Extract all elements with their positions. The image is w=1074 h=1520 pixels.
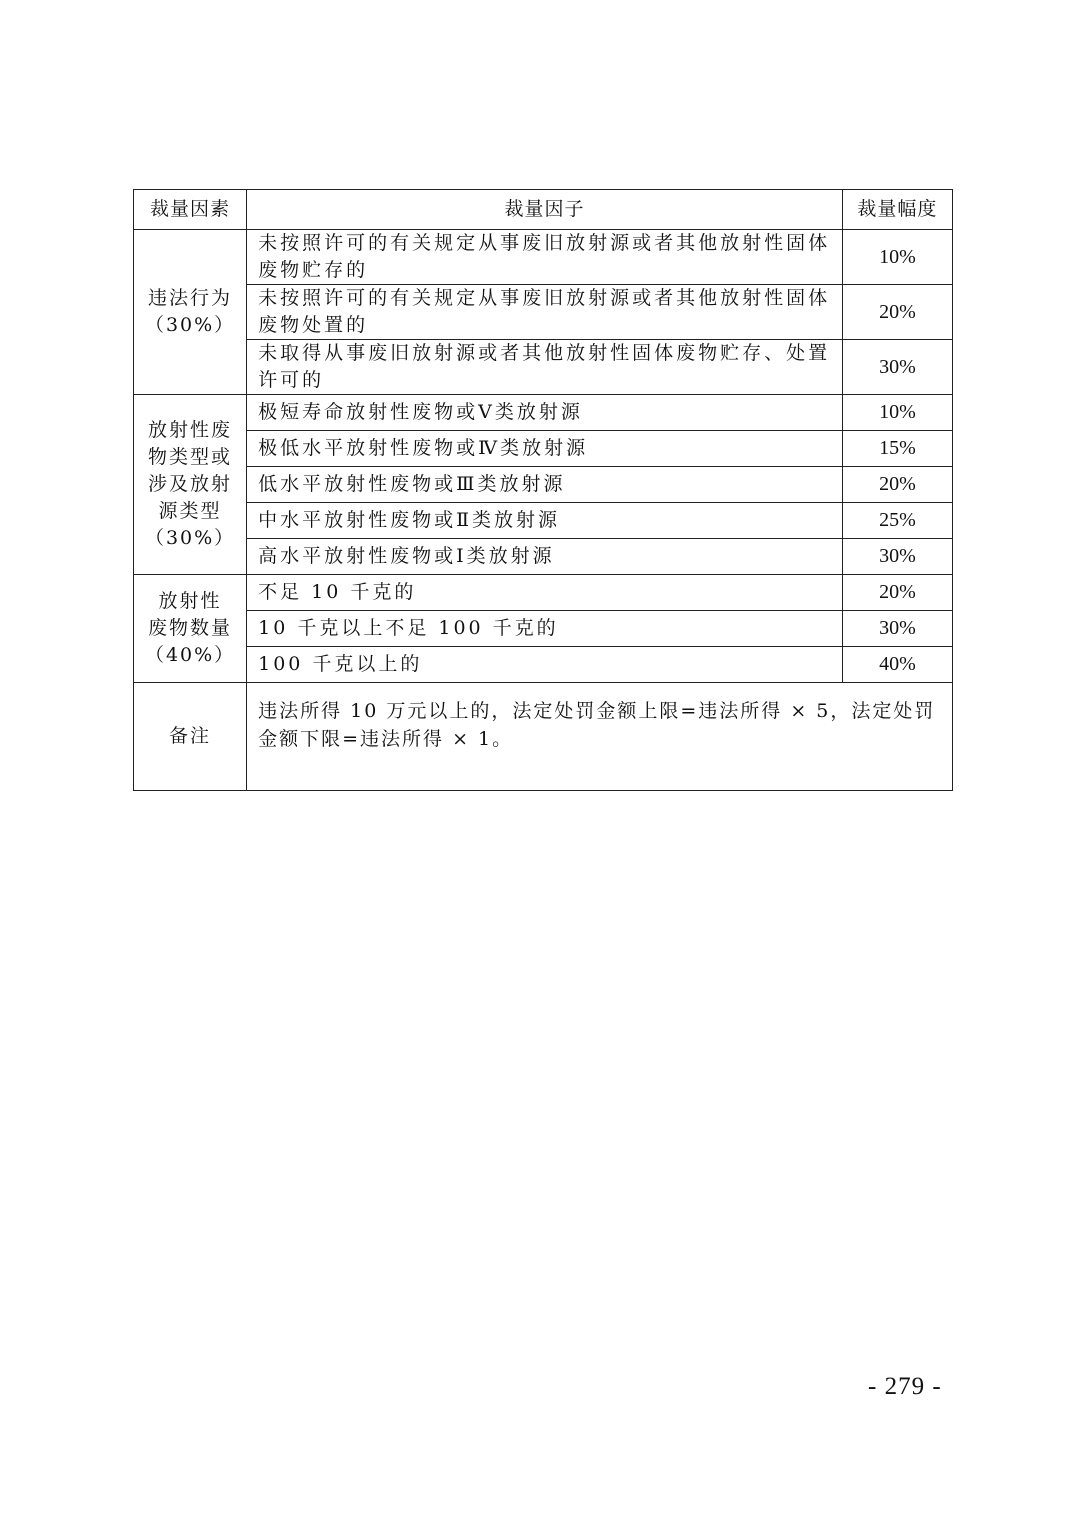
range-cell: 15% xyxy=(842,431,952,467)
factor-cell: 未按照许可的有关规定从事废旧放射源或者其他放射性固体废物处置的 xyxy=(247,285,843,340)
group-label-line: （30%） xyxy=(144,314,236,336)
range-cell: 20% xyxy=(842,285,952,340)
range-cell: 40% xyxy=(842,647,952,683)
group-label-line: 涉及放射 xyxy=(148,473,233,495)
range-cell: 20% xyxy=(842,467,952,503)
table-row xyxy=(134,647,953,683)
range-cell: 30% xyxy=(842,340,952,395)
table-row xyxy=(134,611,953,647)
table-row xyxy=(134,503,953,539)
header-factor-group: 裁量因素 xyxy=(134,190,247,230)
factor-cell: 不足 10 千克的 xyxy=(247,575,843,611)
table-row xyxy=(134,230,953,285)
factor-cell: 高水平放射性废物或Ⅰ类放射源 xyxy=(247,539,843,575)
page-number: - 279 - xyxy=(868,1373,942,1400)
table-row xyxy=(134,467,953,503)
group-label-line: （30%） xyxy=(144,527,236,549)
factor-cell: 未取得从事废旧放射源或者其他放射性固体废物贮存、处置许可的 xyxy=(247,340,843,395)
factor-cell: 极低水平放射性废物或Ⅳ类放射源 xyxy=(247,431,843,467)
factor-cell: 低水平放射性废物或Ⅲ类放射源 xyxy=(247,467,843,503)
factor-cell: 中水平放射性废物或Ⅱ类放射源 xyxy=(247,503,843,539)
range-cell: 25% xyxy=(842,503,952,539)
group-label-line: 废物数量 xyxy=(148,617,233,639)
range-cell: 10% xyxy=(842,395,952,431)
range-cell: 20% xyxy=(842,575,952,611)
discretion-table xyxy=(133,189,953,791)
range-cell: 30% xyxy=(842,611,952,647)
note-row xyxy=(134,683,953,791)
table-row xyxy=(134,431,953,467)
table-row xyxy=(134,285,953,340)
group-label-violation xyxy=(134,230,247,395)
range-cell: 30% xyxy=(842,539,952,575)
table-header-row xyxy=(134,190,953,230)
table-row xyxy=(134,539,953,575)
group-label-waste-type xyxy=(134,395,247,575)
group-label-line: （40%） xyxy=(144,644,236,666)
group-label-line: 放射性废 xyxy=(148,419,233,441)
table-row xyxy=(134,340,953,395)
range-cell: 10% xyxy=(842,230,952,285)
factor-cell: 未按照许可的有关规定从事废旧放射源或者其他放射性固体废物贮存的 xyxy=(247,230,843,285)
group-label-line: 物类型或 xyxy=(148,446,233,468)
header-range: 裁量幅度 xyxy=(842,190,952,230)
note-label: 备注 xyxy=(134,683,247,791)
factor-cell: 100 千克以上的 xyxy=(247,647,843,683)
group-label-waste-quantity xyxy=(134,575,247,683)
header-factor: 裁量因子 xyxy=(247,190,843,230)
factor-cell: 极短寿命放射性废物或Ⅴ类放射源 xyxy=(247,395,843,431)
note-text: 违法所得 10 万元以上的，法定处罚金额上限=违法所得 × 5，法定处罚金额下限=违法所得 × 1。 xyxy=(247,683,953,791)
group-label-line: 源类型 xyxy=(158,500,222,522)
factor-cell: 10 千克以上不足 100 千克的 xyxy=(247,611,843,647)
group-label-line: 放射性 xyxy=(158,590,222,612)
group-label-line: 违法行为 xyxy=(148,287,233,309)
table-row xyxy=(134,575,953,611)
table-row xyxy=(134,395,953,431)
